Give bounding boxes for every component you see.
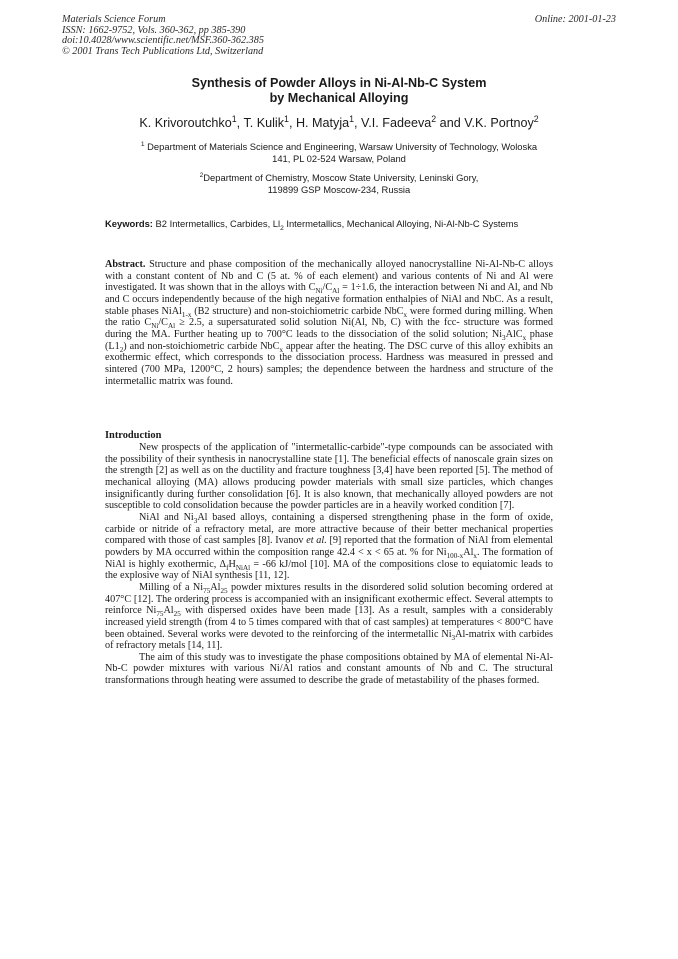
paragraph-text: Al xyxy=(463,546,474,558)
author-affil-mark: 1 xyxy=(231,113,237,124)
doi-line: doi:10.4028/www.scientific.net/MSF.360-362.385 xyxy=(62,35,264,47)
title-line-1: Synthesis of Powder Alloys in Ni-Al-Nb-C System xyxy=(191,76,487,90)
subscript: 25 xyxy=(173,610,181,619)
online-date: Online: 2001-01-23 xyxy=(534,14,616,25)
subscript: 3 xyxy=(502,333,506,342)
paragraph-text: Al based alloys, containing a dispersed strengthening phase in the form of oxide, carbide or nitride of a refractory metal, are more attractive because of their better mechanical properties compared with those of cast samples [8]. Ivanov xyxy=(105,511,553,547)
paragraph-text: Al xyxy=(210,581,221,593)
affiliation-2 xyxy=(0,172,678,195)
section-heading: Introduction xyxy=(105,430,162,441)
paragraph-text: with dispersed oxides have been made [13]. As a result, samples with a considerably increased yield strength (from 4 to 5 times compared with that of cast samples) at temperatures < 800°C have been obtained. Several works were devoted to the reinforcing of the intermetallic Ni xyxy=(105,605,553,640)
title-line-2: by Mechanical Alloying xyxy=(269,91,409,105)
author-name: H. Matyja xyxy=(295,116,350,130)
subscript: x xyxy=(522,333,527,342)
paragraph-text: et al. xyxy=(306,535,327,547)
abstract-label: Abstract. xyxy=(105,259,146,270)
keywords-subscript: 2 xyxy=(280,224,284,232)
paragraph-text: . The formation of NiAl is highly exothermic, Δ xyxy=(105,546,553,570)
author-name: T. Kulik xyxy=(243,116,285,130)
journal-name: Materials Science Forum xyxy=(62,14,166,25)
affil-text: Department of Chemistry, Moscow State University, Leninski Gory, xyxy=(203,172,479,183)
abstract-text: ≥ 2.5, a supersaturated solid solution Ni(Al, Nb, C) with the fcc- structure was formed during the MA. Further heating up to 700°C leads to the dissociation of the solid solution; Ni xyxy=(105,317,553,340)
abstract-text: AlC xyxy=(505,328,523,340)
paragraph: New prospects of the application of "intermetallic-carbide"-type compounds can be associated with the possibility of their synthesis in nanocrystalline state [1]. The beneficial effects of nanoscale grain sizes on the strength [2] as well as on the ductility and fracture toughness [3,4] have been reported [5]. The method of mechanical alloying (MA) allows producing powder materials with small size particles, which changes insignificantly during further consolidation [6]. It is also known, that mechanically alloyed powders are not susceptible to cold consolidation because the powder particles are in a heavily worked condition [7]. xyxy=(105,442,553,512)
paragraph-text: powder mixtures results in the disordered solid solution becoming ordered at 407°C [12]. The ordering process is accompanied with an insignificant exothermic effect. Several attempts to reinforce Ni xyxy=(105,581,553,617)
paragraph-text: Milling of a Ni xyxy=(139,581,204,593)
subscript: x xyxy=(403,310,408,319)
author-list xyxy=(0,113,678,131)
subscript: 3 xyxy=(193,516,198,525)
subscript: 100-x xyxy=(446,551,464,560)
subscript: NiAl xyxy=(235,563,251,572)
author-name: K. Krivoroutchko xyxy=(139,116,232,130)
abstract-text: /C xyxy=(322,282,333,294)
author-separator: , xyxy=(288,116,296,130)
abstract-text: were formed during milling. When the ratio C xyxy=(105,305,553,329)
paragraph-text: Al xyxy=(163,605,174,617)
author-affil-mark: 2 xyxy=(533,113,539,124)
keywords-text: B2 Intermetallics, Carbides, Ll xyxy=(152,218,281,229)
author-affil-mark: 2 xyxy=(431,113,437,124)
subscript: 3 xyxy=(451,633,456,642)
abstract-text: phase (L1 xyxy=(105,328,553,352)
affil-text: 141, PL 02-524 Warsaw, Poland xyxy=(272,152,406,164)
subscript: Al xyxy=(332,287,340,296)
author-name: V.I. Fadeeva xyxy=(361,116,432,130)
keywords xyxy=(105,218,567,230)
author-affil-mark: 1 xyxy=(349,113,355,124)
subscript: x xyxy=(279,345,284,354)
author-separator: and xyxy=(436,116,465,130)
paragraph xyxy=(105,512,553,582)
abstract-text: /C xyxy=(158,317,168,329)
subscript: 25 xyxy=(220,586,228,595)
affiliation-1 xyxy=(0,141,678,164)
subscript: Ni xyxy=(315,287,323,296)
subscript: 75 xyxy=(203,586,211,595)
paragraph: The aim of this study was to investigate the phase compositions obtained by MA of elemental Ni-Al-Nb-C powder mixtures with various Ni/Al ratios and constant amounts of Nb and C. The structural transformations through heating were assumed to describe the grade of metastability of the phases formed. xyxy=(105,651,553,687)
author-name: V.K. Portnoy xyxy=(464,116,534,130)
paper-title xyxy=(0,76,678,106)
author-separator: , xyxy=(236,116,244,130)
abstract-text: Structure and phase composition of the mechanically alloyed nanocrystalline Ni-Al-Nb-C alloys with a constant content of Nb and C (5 at. % of each element) and various contents of Ni and Al were investigated. It was shown that in the alloys with C xyxy=(105,259,553,294)
paragraph-text: = -66 kJ/mol [10]. MA of the compositions close to equiatomic leads to the explosive way of NiAl synthesis [11, 12]. xyxy=(105,558,553,582)
paragraph-text: H xyxy=(228,558,236,570)
abstract-text: = 1÷1.6, the interaction between Ni and Al, and Nb and C occurs independently because of the high negative formation enthalpies of NiAl and NbC. As a result, stable phases NiAl xyxy=(105,282,553,317)
paragraph-text: [9] reported that the formation of NiAl from elemental powders by MA occurred within the composition range 42.4 < x < 65 at. % for Ni xyxy=(105,535,553,558)
introduction-section xyxy=(105,430,553,687)
subscript: f xyxy=(226,563,229,572)
subscript: 1-x xyxy=(181,310,192,319)
issn-line: ISSN: 1662-9752, Vols. 360-362, pp 385-390 xyxy=(62,24,246,36)
paragraph-text: Al-matrix with carbides of refractory metals [14, 11]. xyxy=(105,628,553,652)
abstract-text: (B2 structure) and non-stoichiometric carbide NbC xyxy=(191,305,404,317)
abstract-text: ) and non-stoichiometric carbide NbC xyxy=(123,340,280,352)
keywords-label: Keywords: xyxy=(105,218,153,229)
affil-mark: 1 xyxy=(140,140,145,148)
subscript: Al xyxy=(167,322,176,331)
author-separator: , xyxy=(354,116,362,130)
subscript: x xyxy=(473,551,477,560)
affil-mark: 2 xyxy=(199,171,204,179)
copyright-line: © 2001 Trans Tech Publications Ltd, Switzerland xyxy=(62,45,264,57)
journal-header xyxy=(62,15,264,57)
subscript: 75 xyxy=(156,610,164,619)
keywords-text: Intermetallics, Mechanical Alloying, Ni-Al-Nb-C Systems xyxy=(283,218,519,229)
paragraph xyxy=(105,582,553,652)
paragraph-text: NiAl and Ni xyxy=(139,511,194,523)
abstract-text: appear after the heating. The DSC curve of this alloy exhibits an exothermic effect, which corresponds to the dissociation process. Hardness was measured in pressed and sintered (700 MPa, 1200°C, 2 hours) samples; the dependence between the hardness and structure of the intermetallic matrix was found. xyxy=(105,340,554,387)
abstract xyxy=(105,259,553,387)
author-affil-mark: 1 xyxy=(284,113,289,124)
affil-text: 119899 GSP Moscow-234, Russia xyxy=(267,183,411,195)
subscript: 2 xyxy=(119,345,124,354)
subscript: Ni xyxy=(151,322,159,331)
affil-text: Department of Materials Science and Engineering, Warsaw University of Technology, Woloska xyxy=(147,141,538,152)
